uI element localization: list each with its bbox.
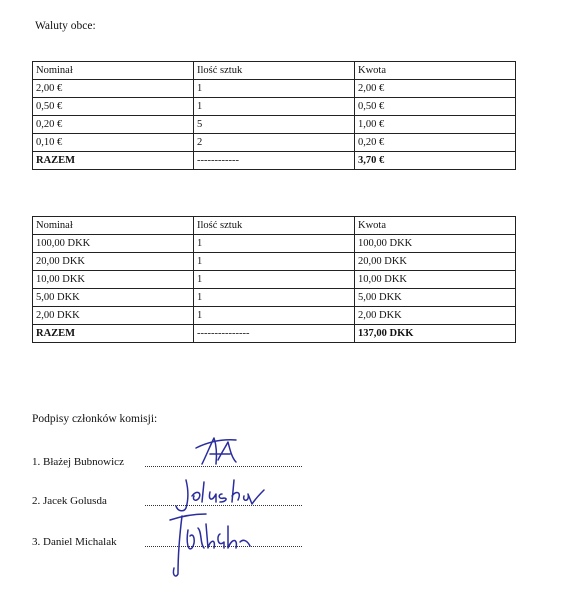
- cell-amount: 1,00 €: [355, 116, 516, 134]
- total-row: [33, 325, 516, 343]
- total-amount: 137,00 DKK: [355, 325, 516, 343]
- eur-table: [32, 61, 516, 170]
- table-row: [33, 289, 516, 307]
- cell-nominal: 2,00 €: [33, 80, 194, 98]
- cell-quantity: 1: [194, 98, 355, 116]
- column-header-amount: Kwota: [355, 62, 516, 80]
- cell-quantity: 1: [194, 235, 355, 253]
- total-row: [33, 152, 516, 170]
- member-1-label: 1. Błażej Bubnowicz: [32, 456, 124, 468]
- member-3-label: 3. Daniel Michalak: [32, 536, 117, 548]
- table-row: [33, 253, 516, 271]
- cell-quantity: 1: [194, 289, 355, 307]
- total-quantity-placeholder: ---------------: [194, 325, 355, 343]
- cell-amount: 10,00 DKK: [355, 271, 516, 289]
- cell-nominal: 10,00 DKK: [33, 271, 194, 289]
- signature-3-icon: [166, 508, 252, 580]
- total-amount: 3,70 €: [355, 152, 516, 170]
- member-2-label: 2. Jacek Golusda: [32, 495, 107, 507]
- cell-quantity: 1: [194, 253, 355, 271]
- total-label: RAZEM: [33, 152, 194, 170]
- cell-amount: 2,00 €: [355, 80, 516, 98]
- table-row: [33, 116, 516, 134]
- column-header-nominal: Nominał: [33, 62, 194, 80]
- signatures-heading: Podpisy członków komisji:: [32, 413, 158, 425]
- table-row: [33, 307, 516, 325]
- cell-quantity: 2: [194, 134, 355, 152]
- cell-nominal: 20,00 DKK: [33, 253, 194, 271]
- column-header-amount: Kwota: [355, 217, 516, 235]
- column-header-nominal: Nominał: [33, 217, 194, 235]
- cell-quantity: 5: [194, 116, 355, 134]
- cell-amount: 5,00 DKK: [355, 289, 516, 307]
- table-row: [33, 134, 516, 152]
- table-row: [33, 235, 516, 253]
- dkk-table: [32, 216, 516, 343]
- cell-nominal: 5,00 DKK: [33, 289, 194, 307]
- total-label: RAZEM: [33, 325, 194, 343]
- cell-quantity: 1: [194, 307, 355, 325]
- cell-amount: 0,50 €: [355, 98, 516, 116]
- cell-amount: 20,00 DKK: [355, 253, 516, 271]
- column-header-quantity: Ilość sztuk: [194, 217, 355, 235]
- cell-amount: 100,00 DKK: [355, 235, 516, 253]
- cell-nominal: 0,50 €: [33, 98, 194, 116]
- table-row: [33, 98, 516, 116]
- cell-amount: 0,20 €: [355, 134, 516, 152]
- cell-nominal: 0,20 €: [33, 116, 194, 134]
- cell-quantity: 1: [194, 271, 355, 289]
- table-row: [33, 271, 516, 289]
- cell-nominal: 0,10 €: [33, 134, 194, 152]
- column-header-quantity: Ilość sztuk: [194, 62, 355, 80]
- table-row: [33, 80, 516, 98]
- total-quantity-placeholder: ------------: [194, 152, 355, 170]
- heading-foreign-currencies: Waluty obce:: [35, 20, 96, 32]
- cell-quantity: 1: [194, 80, 355, 98]
- signature-1-icon: [190, 430, 250, 470]
- table-header-row: [33, 62, 516, 80]
- cell-nominal: 2,00 DKK: [33, 307, 194, 325]
- cell-nominal: 100,00 DKK: [33, 235, 194, 253]
- cell-amount: 2,00 DKK: [355, 307, 516, 325]
- table-header-row: [33, 217, 516, 235]
